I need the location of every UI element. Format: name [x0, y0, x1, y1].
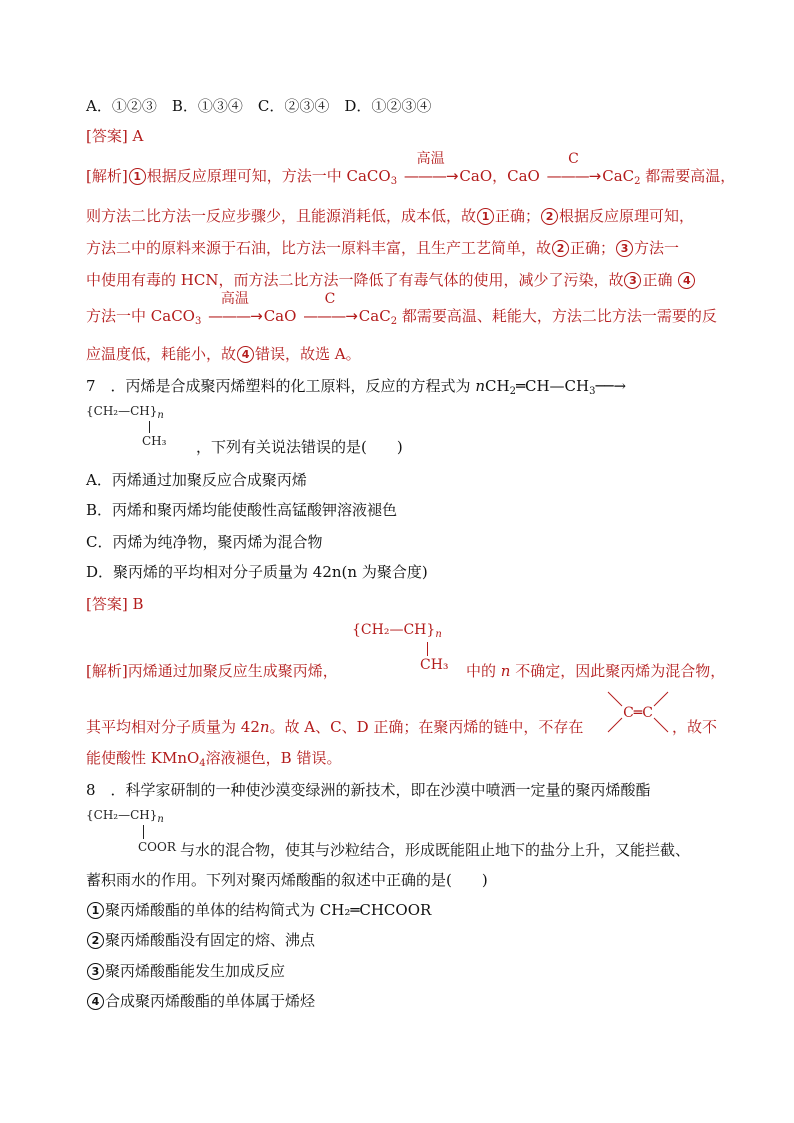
- text-span: CaO，CaO: [459, 167, 540, 185]
- q8-stem2: 与水的混合物，使其与沙粒结合，形成既能阻止地下的盐分上升，又能拦截、: [180, 841, 691, 859]
- subscript: 2: [390, 316, 398, 327]
- text-span: CH₂—CH: [360, 622, 427, 638]
- reaction-arrow: [546, 151, 601, 186]
- text-span: 聚丙烯酸酯的单体的结构简式为 CH₂═CHCOOR: [105, 901, 432, 919]
- text-span: 正确: [642, 271, 673, 289]
- q7-option-d: D．聚丙烯的平均相对分子质量为 42n(n 为聚合度): [86, 563, 428, 581]
- text-span: 方法一中 CaCO: [86, 307, 195, 325]
- analysis-tag: [解析]: [86, 662, 128, 680]
- circled-number: 1: [477, 208, 494, 225]
- text-span: CH₂—CH: [93, 404, 150, 418]
- arrow-label: 高温: [416, 151, 445, 167]
- q7-expl-line2: [86, 717, 583, 737]
- arrow-label: 高温: [220, 291, 249, 307]
- q7-stem: [86, 376, 626, 396]
- q8-item-1: [86, 900, 431, 920]
- subscript: 2: [509, 386, 516, 397]
- text-span: 中的: [466, 662, 501, 680]
- text-span: 方法二中的原料来源于石油，比方法一原料丰富，且生产工艺简单，故: [86, 239, 552, 257]
- circled-number: 4: [678, 272, 695, 289]
- q7-expl-line1-tail: [466, 661, 725, 681]
- q8-stem3: 蓄积雨水的作用。下列对聚丙烯酸酯的叙述中正确的是( ): [86, 871, 488, 889]
- subscript: 3: [390, 176, 398, 187]
- bond-line: [149, 421, 150, 433]
- q7-expl-line3: [86, 748, 341, 768]
- text-span: 。故 A、C、D 正确；在聚丙烯的链中，不存在: [269, 718, 584, 736]
- arrow-label: C: [324, 291, 336, 307]
- q6-expl-line1: [86, 151, 736, 187]
- bracket-left-icon: {: [86, 404, 94, 418]
- bracket-right-icon: }: [426, 622, 436, 638]
- circled-number: 3: [87, 963, 104, 980]
- q7-stem2: ，下列有关说法错误的是( ): [196, 438, 403, 456]
- bond-line: [608, 692, 622, 706]
- text-span: 7 ．丙烯是合成聚丙烯塑料的化工原料，反应的方程式为: [86, 377, 476, 395]
- side-group: CH₃: [142, 434, 167, 448]
- q6-expl-line3: [86, 238, 679, 258]
- reaction-arrow: [303, 291, 357, 326]
- arrow-icon: ———→: [303, 307, 357, 325]
- q8-item-3: [86, 961, 285, 981]
- bracket-right-icon: }: [149, 808, 158, 822]
- circled-number: 1: [87, 902, 104, 919]
- q6-expl-line5: [86, 291, 717, 327]
- text-span: ═CH—CH: [515, 377, 590, 395]
- polymer-backbone: [86, 808, 164, 825]
- circled-number: 4: [237, 346, 254, 363]
- text-span: 溶液褪色，B 错误。: [205, 749, 342, 767]
- reaction-arrow: [208, 291, 262, 326]
- q7-option-c: C．丙烯为纯净物，聚丙烯为混合物: [86, 533, 323, 551]
- q7-option-b: B．丙烯和聚丙烯均能使酸性高锰酸钾溶液褪色: [86, 501, 398, 519]
- circled-number: 2: [552, 240, 569, 257]
- q7-expl-line1: [86, 661, 338, 681]
- text-span: n: [475, 377, 485, 395]
- text-span: 应温度低，耗能小，故: [86, 345, 237, 363]
- q6-expl-line4: [86, 270, 696, 290]
- circled-number: 3: [624, 272, 641, 289]
- q6-answer: [答案] A: [86, 127, 144, 145]
- carbon-double-bond-diagram: [606, 690, 670, 734]
- circled-number: 4: [87, 993, 104, 1010]
- text-span: 都需要高温、耗能大，方法二比方法一需要的反: [397, 307, 717, 325]
- bond-line: [143, 825, 144, 839]
- polypropylene-structure: [86, 404, 196, 450]
- subscript: 3: [589, 386, 596, 397]
- circled-number: 3: [616, 240, 633, 257]
- arrow-icon: ———→: [208, 307, 262, 325]
- text-span: 聚丙烯酸酯能发生加成反应: [105, 962, 286, 980]
- text-span: CaC: [358, 307, 391, 325]
- bracket-right-icon: }: [149, 404, 158, 418]
- text-span: 错误，故选 A。: [255, 345, 361, 363]
- text-span: 中使用有毒的 HCN，而方法二比方法一降低了有毒气体的使用，减少了污染，故: [86, 271, 624, 289]
- text-span: 根据反应原理可知，方法一中 CaCO: [146, 167, 391, 185]
- subscript: 3: [194, 316, 202, 327]
- text-span: 合成聚丙烯酸酯的单体属于烯烃: [105, 992, 316, 1010]
- arrow-icon: ———→: [546, 167, 601, 185]
- bond-line: [427, 642, 428, 656]
- polypropylene-structure-2: [352, 622, 472, 672]
- text-span: 聚丙烯酸酯没有固定的熔、沸点: [105, 931, 316, 949]
- text-span: CaC: [602, 167, 635, 185]
- text-span: 则方法二比方法一反应步骤少，且能源消耗低，成本低，故: [86, 207, 477, 225]
- subscript: 2: [634, 176, 641, 187]
- q7-answer: [答案] B: [86, 595, 144, 613]
- side-group: COOR: [138, 840, 176, 854]
- subscript: n: [157, 814, 164, 825]
- arrow-icon: ———→: [403, 167, 458, 185]
- text-span: 能使酸性 KMnO: [86, 749, 200, 767]
- subscript: 4: [199, 758, 206, 769]
- circled-number: 1: [129, 168, 146, 185]
- text-span: 都需要高温，: [640, 167, 736, 185]
- q6-options: A．①②③ B．①③④ C．②③④ D．①②③④: [86, 97, 432, 115]
- text-span: 方法一: [634, 239, 680, 257]
- q8-item-4: [86, 991, 315, 1011]
- polymer-backbone: [86, 404, 164, 421]
- text-span: ──→: [595, 377, 627, 395]
- text-span: 其平均相对分子质量为 42: [86, 718, 260, 736]
- polymer-backbone: [352, 622, 442, 638]
- subscript: n: [157, 410, 164, 421]
- circled-number: 2: [87, 932, 104, 949]
- bracket-left-icon: {: [352, 622, 361, 638]
- double-bond-label: C═C: [623, 705, 653, 721]
- text-span: CH: [485, 377, 510, 395]
- analysis-tag: [解析]: [86, 167, 128, 185]
- q8-item-2: [86, 930, 315, 950]
- reaction-arrow: [403, 151, 458, 186]
- q8-stem: 8 ．科学家研制的一种使沙漠变绿洲的新技术，即在沙漠中喷洒一定量的聚丙烯酸酯: [86, 781, 651, 799]
- text-span: n: [259, 718, 270, 736]
- subscript: n: [435, 629, 442, 640]
- bond-line: [608, 718, 622, 732]
- q7-option-a: A．丙烯通过加聚反应合成聚丙烯: [86, 471, 307, 489]
- q6-expl-line6: [86, 344, 361, 364]
- text-span: 不确定，因此聚丙烯为混合物，: [510, 662, 726, 680]
- arrow-label: C: [568, 151, 579, 167]
- q7-expl-line2-tail: ，故不: [672, 718, 718, 736]
- circled-number: 2: [541, 208, 558, 225]
- text-span: 根据反应原理可知，: [559, 207, 695, 225]
- text-span: 正确；: [495, 207, 541, 225]
- text-span: 丙烯通过加聚反应生成聚丙烯，: [127, 662, 338, 680]
- text-span: CH₂—CH: [93, 808, 150, 822]
- q6-expl-line2: [86, 206, 694, 226]
- bond-line: [654, 692, 668, 706]
- bond-line: [654, 718, 668, 732]
- text-span: 正确；: [570, 239, 616, 257]
- text-span: n: [500, 662, 511, 680]
- bracket-left-icon: {: [86, 808, 94, 822]
- side-group: CH₃: [420, 657, 449, 673]
- text-span: CaO: [263, 307, 297, 325]
